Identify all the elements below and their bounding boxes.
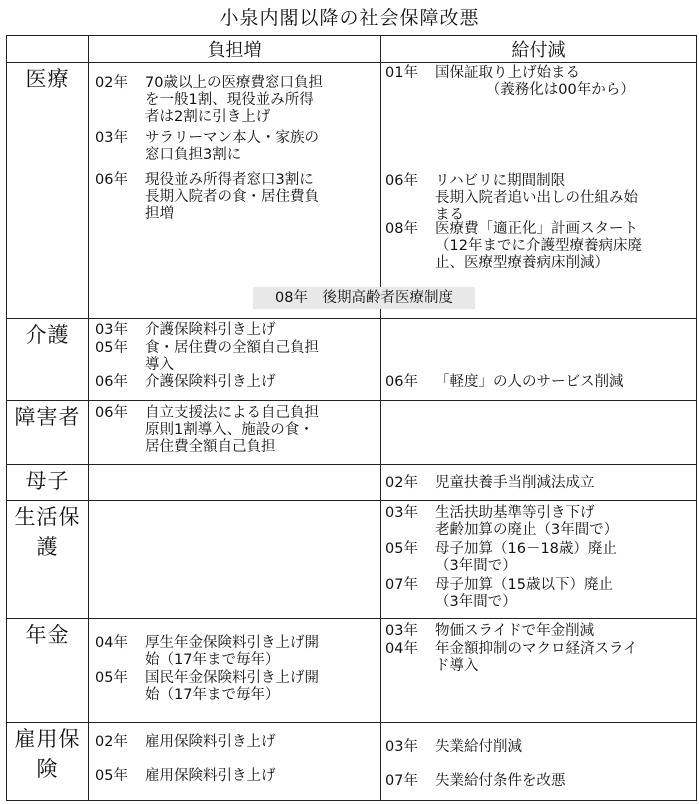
benefit-cell bbox=[381, 401, 697, 465]
entry-text: 厚生年金保険料引き上げ開 始（17年まで毎年） bbox=[145, 635, 319, 668]
entry-text: 国保証取り上げ始まる （義務化は00年から） bbox=[435, 65, 635, 98]
entry-year: 01年 bbox=[385, 65, 418, 81]
reform-entry bbox=[385, 505, 618, 539]
entry-text: 母子加算（15歳以下）廃止 （3年間で） bbox=[435, 577, 613, 610]
table-row bbox=[7, 465, 697, 501]
reform-entry bbox=[95, 670, 319, 704]
entry-text: 医療費「適正化」計画スタート （12年までに介護型療養病床廃 止、医療型療養病床削減） bbox=[435, 221, 642, 271]
entry-year: 04年 bbox=[95, 635, 128, 651]
category-cell: 医療 bbox=[7, 63, 89, 319]
reform-entry bbox=[385, 623, 594, 640]
table-row bbox=[7, 723, 697, 801]
reform-entry bbox=[95, 340, 319, 374]
benefit-cell bbox=[381, 63, 697, 319]
header-row bbox=[7, 36, 697, 63]
reform-entry bbox=[95, 172, 319, 223]
reform-entry bbox=[95, 405, 319, 456]
entry-text: 食・居住費の全額自己負担 導入 bbox=[145, 340, 319, 373]
entry-text: 物価スライドで年金削減 bbox=[435, 623, 595, 639]
category-cell: 母子 bbox=[7, 465, 89, 501]
entry-year: 06年 bbox=[95, 405, 128, 421]
reform-table bbox=[6, 35, 697, 801]
category-cell: 介護 bbox=[7, 319, 89, 401]
reform-entry bbox=[95, 734, 276, 751]
banner-year: 08年 bbox=[275, 290, 308, 306]
category-cell: 年金 bbox=[7, 619, 89, 723]
page-title: 小泉内閣以降の社会保障改悪 bbox=[219, 7, 480, 29]
entry-year: 06年 bbox=[95, 172, 128, 188]
entry-text: 失業給付削減 bbox=[435, 739, 522, 755]
benefit-cell bbox=[381, 619, 697, 723]
burden-header: 負担増 bbox=[89, 36, 381, 63]
entry-year: 03年 bbox=[385, 739, 418, 755]
entry-text: リハビリに期間制限 長期入院者追い出しの仕組み始 まる bbox=[435, 173, 638, 223]
category-cell: 生活保護 bbox=[7, 501, 89, 619]
entry-year: 03年 bbox=[385, 505, 418, 521]
reform-entry bbox=[95, 322, 276, 339]
banner-late-elderly bbox=[253, 287, 475, 309]
entry-text: 年金額抑制のマクロ経済スライ ド導入 bbox=[435, 641, 638, 674]
entry-year: 02年 bbox=[385, 475, 418, 491]
table-row bbox=[7, 63, 697, 319]
entry-year: 07年 bbox=[385, 577, 418, 593]
entry-year: 08年 bbox=[385, 221, 418, 237]
banner-text: 後期高齢者医療制度 bbox=[322, 290, 453, 306]
entry-year: 03年 bbox=[95, 322, 128, 338]
entry-year: 03年 bbox=[385, 623, 418, 639]
entry-year: 06年 bbox=[385, 374, 418, 390]
reform-entry bbox=[95, 75, 323, 126]
reform-entry bbox=[385, 641, 638, 675]
entry-text: 児童扶養手当削減法成立 bbox=[435, 475, 595, 491]
table-row bbox=[7, 319, 697, 401]
burden-cell bbox=[89, 723, 381, 801]
benefit-cell bbox=[381, 501, 697, 619]
entry-text: 生活扶助基準等引き下げ 老齢加算の廃止（3年間で） bbox=[435, 505, 619, 538]
entry-year: 05年 bbox=[95, 768, 128, 784]
table-row bbox=[7, 401, 697, 465]
benefit-header: 給付減 bbox=[381, 36, 697, 63]
category-cell: 雇用保険 bbox=[7, 723, 89, 801]
burden-cell bbox=[89, 319, 381, 401]
entry-text: 雇用保険料引き上げ bbox=[145, 768, 276, 784]
burden-cell bbox=[89, 465, 381, 501]
entry-year: 07年 bbox=[385, 773, 418, 789]
reform-entry bbox=[385, 374, 624, 391]
benefit-cell bbox=[381, 319, 697, 401]
reform-entry bbox=[385, 475, 595, 492]
entry-text: 70歳以上の医療費窓口負担 を一般1割、現役並み所得 者は2割に引き上げ bbox=[145, 75, 323, 125]
reform-entry bbox=[95, 374, 276, 391]
entry-year: 05年 bbox=[95, 340, 128, 356]
entry-text: 自立支援法による自己負担 原則1割導入、施設の食・ 居住費全額自己負担 bbox=[145, 405, 319, 455]
entry-year: 06年 bbox=[95, 374, 128, 390]
entry-text: 現役並み所得者窓口3割に 長期入院者の食・居住費負 担増 bbox=[145, 172, 319, 222]
entry-year: 05年 bbox=[95, 670, 128, 686]
reform-entry bbox=[385, 577, 613, 611]
entry-year: 02年 bbox=[95, 734, 128, 750]
reform-entry bbox=[385, 541, 617, 575]
benefit-cell bbox=[381, 723, 697, 801]
burden-cell bbox=[89, 63, 381, 319]
entry-text: 介護保険料引き上げ bbox=[145, 374, 276, 390]
entry-year: 05年 bbox=[385, 541, 418, 557]
corner-cell bbox=[7, 36, 89, 63]
entry-year: 02年 bbox=[95, 75, 128, 91]
entry-text: 母子加算（16－18歳）廃止 （3年間で） bbox=[435, 541, 617, 574]
entry-text: 介護保険料引き上げ bbox=[145, 322, 276, 338]
entry-year: 04年 bbox=[385, 641, 418, 657]
entry-year: 03年 bbox=[95, 130, 128, 146]
benefit-cell bbox=[381, 465, 697, 501]
reform-entry bbox=[95, 130, 319, 164]
reform-entry bbox=[95, 768, 276, 785]
entry-text: 雇用保険料引き上げ bbox=[145, 734, 276, 750]
entry-text: 国民年金保険料引き上げ開 始（17年まで毎年） bbox=[145, 670, 319, 703]
entry-text: 失業給付条件を改悪 bbox=[435, 773, 566, 789]
entry-year: 06年 bbox=[385, 173, 418, 189]
burden-cell bbox=[89, 401, 381, 465]
reform-entry bbox=[385, 773, 566, 790]
reform-entry bbox=[385, 739, 522, 756]
burden-cell bbox=[89, 501, 381, 619]
table-row bbox=[7, 619, 697, 723]
burden-cell bbox=[89, 619, 381, 723]
category-cell: 障害者 bbox=[7, 401, 89, 465]
reform-entry bbox=[385, 173, 638, 224]
table-row bbox=[7, 501, 697, 619]
entry-text: 「軽度」の人のサービス削減 bbox=[435, 374, 624, 390]
reform-entry bbox=[95, 635, 319, 669]
entry-text: サラリーマン本人・家族の 窓口負担3割に bbox=[145, 130, 319, 163]
reform-entry bbox=[385, 221, 642, 272]
reform-entry bbox=[385, 65, 635, 99]
